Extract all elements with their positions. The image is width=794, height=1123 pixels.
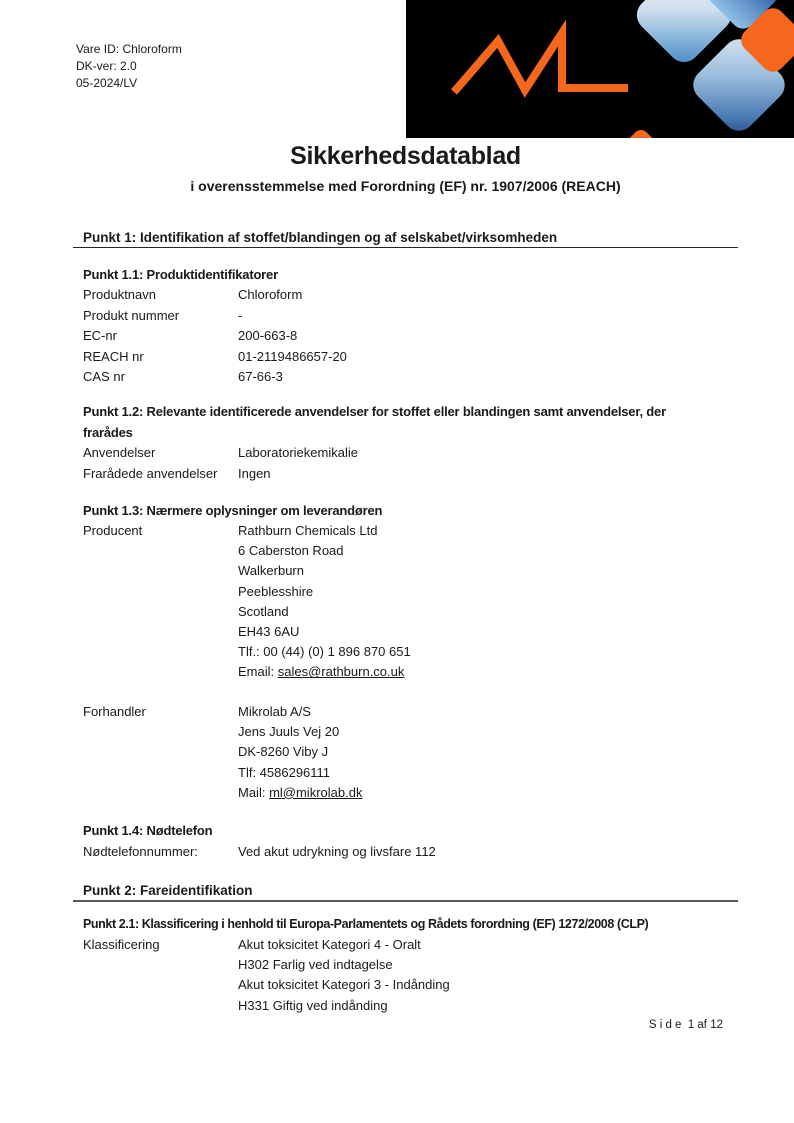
field-label: Anvendelser (83, 445, 156, 461)
distributor-email-link[interactable]: ml@mikrolab.dk (269, 784, 363, 800)
distributor-email-line (238, 783, 362, 803)
revision-text: 05-2024/LV (76, 76, 138, 90)
classification-block (238, 935, 450, 1016)
field-value: - (238, 307, 243, 323)
distributor-line: DK-8260 Viby J (238, 744, 329, 760)
field-row-produkt-nummer (83, 308, 242, 324)
field-label: REACH nr (83, 348, 144, 364)
field-row-anvendelser (83, 445, 358, 461)
section-2-heading: Punkt 2: Fareidentifikation (73, 881, 738, 902)
page-number: S i d e 1 af 12 (648, 1019, 723, 1031)
field-row-noedtelefon (83, 844, 436, 860)
field-label: Produkt nummer (83, 307, 180, 323)
producer-line: Tlf.: 00 (44) (0) 1 896 870 651 (238, 644, 411, 660)
producer-line: Peeblesshire (238, 583, 314, 599)
field-value: 200-663-8 (238, 328, 298, 343)
producer-email-line (238, 662, 411, 682)
producer-line: Scotland (238, 603, 289, 619)
producer-line: 6 Caberston Road (238, 543, 344, 559)
document-meta-block (76, 41, 182, 92)
field-label: Produktnavn (83, 287, 156, 302)
section-1-3-heading: Punkt 1.3: Nærmere oplysninger om leverandøren (83, 503, 383, 518)
classification-line: H331 Giftig ved indånding (238, 997, 388, 1013)
producer-address-block (238, 521, 411, 683)
email-prefix: Mail: (238, 784, 270, 800)
document-title: Sikkerhedsdatablad (290, 142, 521, 170)
distributor-address-block (238, 702, 362, 803)
field-label: Frarådede anvendelser (83, 466, 218, 481)
distributor-line: Jens Juuls Vej 20 (238, 724, 340, 740)
field-row-fraraadede-anvendelser (83, 466, 271, 482)
classification-line: H302 Farlig ved indtagelse (238, 957, 393, 973)
producer-line: EH43 6AU (238, 624, 300, 640)
section-1-4-heading: Punkt 1.4: Nødtelefon (83, 823, 213, 838)
classification-line: Akut toksicitet Kategori 4 - Oralt (238, 937, 421, 952)
field-row-reach-nr (83, 349, 347, 365)
email-prefix: Email: (238, 664, 278, 680)
field-row-cas-nr (83, 369, 283, 385)
distributor-line: Mikrolab A/S (238, 704, 311, 719)
distributor-line: Tlf: 4586296111 (238, 764, 331, 780)
field-label: EC-nr (83, 328, 117, 343)
field-value: 67-66-3 (238, 369, 283, 384)
dk-version-text: DK-ver: 2.0 (76, 59, 137, 73)
section-1-1-heading: Punkt 1.1: Produktidentifikatorer (83, 267, 278, 282)
producer-label: Producent (83, 523, 143, 538)
field-value: Laboratoriekemikalie (238, 445, 358, 461)
header-banner-graphic (406, 0, 794, 138)
field-label: Nødtelefonnummer: (83, 844, 198, 859)
section-2-1-heading: Punkt 2.1: Klassificering i henhold til Europa-Parlamentets og Rådets forordning (EF) 1272/2008 (CLP) (83, 917, 649, 931)
distributor-label: Forhandler (83, 704, 146, 719)
field-value: 01-2119486657-20 (238, 348, 347, 364)
field-label: CAS nr (83, 369, 125, 384)
document-subtitle: i overensstemmelse med Forordning (EF) nr. 1907/2006 (REACH) (190, 178, 621, 194)
field-row-produktnavn (83, 287, 302, 303)
section-1-2-heading-line1: Punkt 1.2: Relevante identificerede anvendelser for stoffet eller blandingen samt anvendelser, der (83, 404, 666, 419)
section-1-heading: Punkt 1: Identifikation af stoffet/blandingen og af selskabet/virksomheden (73, 228, 738, 248)
field-value: Ved akut udrykning og livsfare 112 (238, 844, 436, 859)
classification-line: Akut toksicitet Kategori 3 - Indånding (238, 977, 450, 993)
field-row-ec-nr (83, 328, 297, 344)
producer-line: Rathburn Chemicals Ltd (238, 523, 378, 538)
producer-email-link[interactable]: sales@rathburn.co.uk (277, 664, 405, 680)
field-value: Ingen (238, 466, 271, 481)
header-banner (406, 0, 794, 138)
producer-line: Walkerburn (238, 563, 304, 579)
vare-id-text: Vare ID: Chloroform (76, 42, 182, 56)
classification-label: Klassificering (83, 937, 160, 952)
field-value: Chloroform (238, 287, 303, 302)
section-1-2-heading-line2: frarådes (83, 424, 133, 440)
